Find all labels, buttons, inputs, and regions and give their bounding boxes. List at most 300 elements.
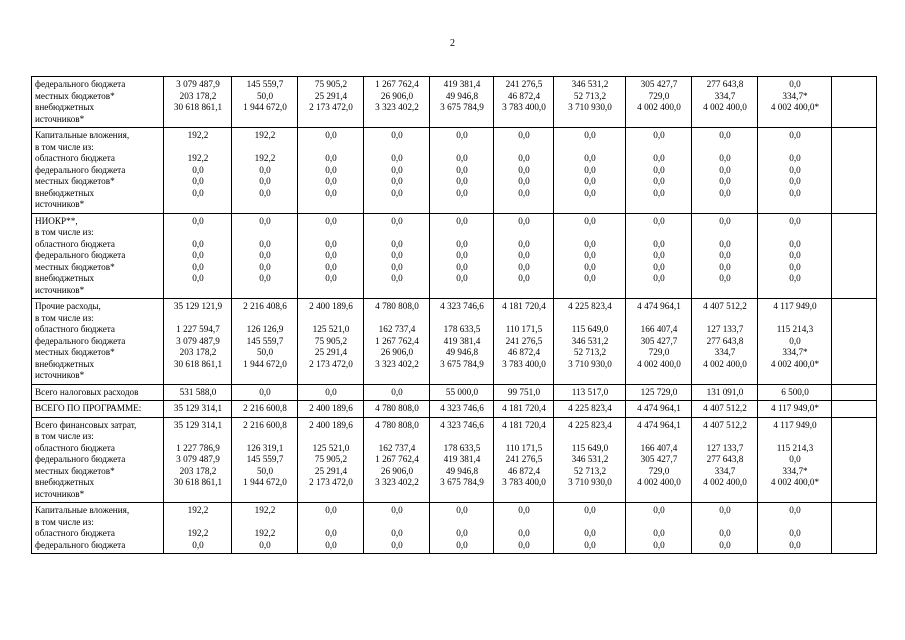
cell-value <box>433 517 491 529</box>
cell-value: 0,0 <box>719 261 731 272</box>
value-cell <box>626 401 692 418</box>
cell-value: 2 173 472,0 <box>309 477 353 487</box>
value-cell <box>430 401 494 418</box>
cell-value: 0,0 <box>789 153 801 163</box>
cell-value: 192,2 <box>187 505 209 515</box>
cell-value <box>497 313 551 325</box>
cell-value: 0,0 <box>192 176 204 186</box>
cell-value: 30 618 861,1 <box>173 102 223 112</box>
cell-value: 145 559,7 <box>246 454 284 464</box>
cell-value: 0,0 <box>325 238 337 249</box>
row-label-line: федерального бюджета <box>35 250 126 260</box>
cell-value <box>557 431 623 443</box>
cell-value: 3 323 402,2 <box>375 102 419 112</box>
cell-value <box>629 227 689 239</box>
value-cell <box>164 503 232 554</box>
cell-value: 0,0 <box>259 176 271 186</box>
cell-value: 4 002 400,0 <box>703 358 747 369</box>
empty-cell <box>832 213 877 299</box>
value-cell <box>164 213 232 299</box>
cell-value: 0,0 <box>259 386 271 397</box>
cell-value: 0,0 <box>789 454 801 464</box>
value-cell <box>430 128 494 214</box>
cell-value <box>695 431 755 443</box>
value-cell <box>626 299 692 385</box>
value-cell <box>554 128 626 214</box>
cell-value: 52 713,2 <box>573 90 607 101</box>
cell-value <box>557 142 623 154</box>
cell-value <box>629 517 689 529</box>
cell-value: 6 500,0 <box>781 386 809 397</box>
value-cell <box>758 384 832 401</box>
cell-value: 4 181 720,4 <box>502 403 546 413</box>
row-label <box>32 417 164 503</box>
row-label-line: ВСЕГО ПО ПРОГРАММЕ: <box>35 403 142 413</box>
cell-value: 0,0 <box>391 176 403 186</box>
cell-value: 0,0 <box>719 153 731 163</box>
row-label <box>32 128 164 214</box>
value-cell <box>494 503 554 554</box>
cell-value: 0,0 <box>391 130 403 140</box>
cell-value: 3 079 487,9 <box>176 79 220 89</box>
row-label-line: внебюджетных <box>35 477 95 487</box>
cell-value: 192,2 <box>187 153 209 163</box>
cell-value: 113 517,0 <box>571 386 609 397</box>
value-cell <box>692 299 758 385</box>
cell-value: 4 225 823,4 <box>568 403 612 413</box>
cell-value: 192,2 <box>254 505 276 515</box>
cell-value: 0,0 <box>391 164 403 175</box>
value-cell <box>164 417 232 503</box>
value-cell <box>298 299 364 385</box>
cell-value <box>235 517 295 529</box>
cell-value <box>235 142 295 154</box>
value-cell <box>494 417 554 503</box>
cell-value: 2 400 189,6 <box>309 403 353 413</box>
cell-value: 0,0 <box>518 505 530 515</box>
cell-value: 3 323 402,2 <box>375 477 419 487</box>
cell-value <box>167 142 229 154</box>
cell-value: 0,0 <box>653 176 665 186</box>
cell-value: 0,0 <box>584 539 596 550</box>
value-cell <box>626 503 692 554</box>
cell-value: 0,0 <box>391 187 403 198</box>
value-cell <box>232 503 298 554</box>
cell-value: 126 126,9 <box>246 324 284 334</box>
budget-table <box>31 76 877 554</box>
cell-value: 2 400 189,6 <box>309 419 353 430</box>
value-cell <box>364 384 430 401</box>
row-label-line: федерального бюджета <box>35 164 126 175</box>
cell-value: 0,0 <box>653 505 665 515</box>
cell-value: 0,0 <box>325 261 337 272</box>
value-cell <box>758 503 832 554</box>
value-cell <box>164 77 232 128</box>
cell-value: 55 000,0 <box>445 386 479 397</box>
cell-value: 131 091,0 <box>706 386 744 397</box>
cell-value <box>433 227 491 239</box>
cell-value: 0,0 <box>653 130 665 140</box>
cell-value: 30 618 861,1 <box>173 358 223 369</box>
value-cell <box>494 77 554 128</box>
cell-value: 4 002 400,0 <box>637 358 681 369</box>
cell-value: 0,0 <box>719 273 731 283</box>
value-cell <box>232 401 298 418</box>
cell-value: 1 227 594,7 <box>176 324 220 334</box>
cell-value <box>497 517 551 529</box>
cell-value: 4 780 808,0 <box>375 403 419 413</box>
cell-value: 0,0 <box>789 273 801 283</box>
cell-value: 346 531,2 <box>571 79 609 89</box>
cell-value: 26 906,0 <box>380 465 414 476</box>
table-row <box>32 128 877 214</box>
cell-value: 4 002 400,0* <box>770 358 820 369</box>
cell-value: 0,0 <box>259 273 271 283</box>
cell-value: 0,0 <box>325 386 337 397</box>
cell-value: 4 323 746,6 <box>440 301 484 311</box>
cell-value: 0,0 <box>325 505 337 515</box>
cell-value: 110 171,5 <box>505 442 543 453</box>
value-cell <box>298 401 364 418</box>
cell-value: 3 710 930,0 <box>568 102 612 112</box>
cell-value: 0,0 <box>456 261 468 272</box>
cell-value: 0,0 <box>192 261 204 272</box>
cell-value: 25 291,4 <box>314 347 348 357</box>
row-label-line: местных бюджетов* <box>35 261 115 272</box>
cell-value: 0,0 <box>518 528 530 538</box>
cell-value: 0,0 <box>584 187 596 198</box>
value-cell <box>430 299 494 385</box>
table-row <box>32 77 877 128</box>
cell-value: 0,0 <box>391 153 403 163</box>
cell-value: 35 129 314,1 <box>173 419 223 430</box>
cell-value: 277 643,8 <box>706 335 744 346</box>
cell-value: 334,7* <box>782 465 808 476</box>
value-cell <box>554 417 626 503</box>
cell-value: 50,0 <box>256 90 274 101</box>
cell-value: 2 173 472,0 <box>309 102 353 112</box>
row-label-line: областного бюджета <box>35 324 115 334</box>
cell-value: 2 216 408,6 <box>243 301 287 311</box>
cell-value: 192,2 <box>187 130 209 140</box>
cell-value: 334,7 <box>714 90 736 101</box>
value-cell <box>554 401 626 418</box>
row-label-line: источников* <box>35 370 85 380</box>
value-cell <box>232 384 298 401</box>
value-cell <box>758 417 832 503</box>
cell-value <box>433 431 491 443</box>
cell-value: 0,0 <box>518 187 530 198</box>
cell-value: 1 267 762,4 <box>375 454 419 464</box>
cell-value: 334,7 <box>714 465 736 476</box>
value-cell <box>626 128 692 214</box>
row-label-line: в том числе из: <box>35 431 94 441</box>
cell-value: 241 276,5 <box>505 454 543 464</box>
cell-value: 346 531,2 <box>571 454 609 464</box>
cell-value: 0,0 <box>325 528 337 538</box>
row-label-line: в том числе из: <box>35 312 94 323</box>
row-label-line: внебюджетных <box>35 358 95 369</box>
row-label-line: внебюджетных <box>35 273 95 283</box>
row-label-line: Всего финансовых затрат, <box>35 419 137 430</box>
cell-value: 0,0 <box>325 130 337 140</box>
cell-value <box>235 431 295 443</box>
cell-value: 0,0 <box>789 505 801 515</box>
cell-value: 178 633,5 <box>443 324 481 334</box>
value-cell <box>626 417 692 503</box>
cell-value: 0,0 <box>584 176 596 186</box>
cell-value: 0,0 <box>584 153 596 163</box>
value-cell <box>494 213 554 299</box>
row-label-line: областного бюджета <box>35 528 115 538</box>
cell-value: 0,0 <box>456 176 468 186</box>
cell-value: 0,0 <box>789 176 801 186</box>
cell-value <box>235 227 295 239</box>
value-cell <box>626 77 692 128</box>
cell-value: 3 079 487,9 <box>176 335 220 346</box>
row-label-line: источников* <box>35 199 85 209</box>
cell-value: 4 117 949,0 <box>773 301 817 311</box>
cell-value: 0,0 <box>789 250 801 260</box>
cell-value: 0,0 <box>584 528 596 538</box>
cell-value: 0,0 <box>192 187 204 198</box>
cell-value: 0,0 <box>325 250 337 260</box>
cell-value: 0,0 <box>584 130 596 140</box>
cell-value: 4 002 400,0 <box>637 102 681 112</box>
cell-value: 4 474 964,1 <box>637 301 681 311</box>
cell-value: 0,0 <box>584 215 596 226</box>
value-cell <box>164 128 232 214</box>
cell-value: 1 944 672,0 <box>243 358 287 369</box>
cell-value: 0,0 <box>719 539 731 550</box>
cell-value: 0,0 <box>653 187 665 198</box>
cell-value <box>301 517 361 529</box>
row-label-line: федерального бюджета <box>35 335 126 346</box>
cell-value: 0,0 <box>456 130 468 140</box>
cell-value: 3 783 400,0 <box>502 358 546 369</box>
cell-value: 729,0 <box>648 90 670 101</box>
cell-value: 3 710 930,0 <box>568 358 612 369</box>
cell-value: 0,0 <box>584 250 596 260</box>
cell-value: 0,0 <box>259 215 271 226</box>
value-cell <box>692 417 758 503</box>
row-label-line: местных бюджетов* <box>35 465 115 476</box>
empty-cell <box>832 77 877 128</box>
cell-value: 203 178,2 <box>179 465 217 476</box>
value-cell <box>554 77 626 128</box>
cell-value: 0,0 <box>653 528 665 538</box>
row-label-line: областного бюджета <box>35 238 115 249</box>
cell-value: 4 117 949,0* <box>771 403 819 413</box>
cell-value: 0,0 <box>789 79 801 89</box>
value-cell <box>232 213 298 299</box>
cell-value <box>557 227 623 239</box>
cell-value <box>433 142 491 154</box>
cell-value: 3 079 487,9 <box>176 454 220 464</box>
cell-value: 0,0 <box>584 261 596 272</box>
cell-value <box>235 313 295 325</box>
cell-value: 2 173 472,0 <box>309 358 353 369</box>
cell-value: 125 521,0 <box>312 442 350 453</box>
cell-value <box>367 227 427 239</box>
cell-value: 0,0 <box>789 187 801 198</box>
cell-value: 0,0 <box>325 176 337 186</box>
cell-value: 0,0 <box>584 273 596 283</box>
cell-value <box>167 517 229 529</box>
table-row <box>32 401 877 418</box>
value-cell <box>298 128 364 214</box>
cell-value: 729,0 <box>648 347 670 357</box>
cell-value: 0,0 <box>192 250 204 260</box>
value-cell <box>430 417 494 503</box>
cell-value: 2 400 189,6 <box>309 301 353 311</box>
empty-cell <box>832 384 877 401</box>
cell-value: 203 178,2 <box>179 347 217 357</box>
cell-value: 4 181 720,4 <box>502 419 546 430</box>
row-label <box>32 401 164 418</box>
row-label-line: Всего налоговых расходов <box>35 386 139 397</box>
value-cell <box>692 503 758 554</box>
row-label-line: в том числе из: <box>35 227 94 237</box>
cell-value <box>167 227 229 239</box>
cell-value: 4 225 823,4 <box>568 419 612 430</box>
cell-value: 4 407 512,2 <box>703 403 747 413</box>
value-cell <box>232 77 298 128</box>
value-cell <box>758 128 832 214</box>
cell-value: 4 323 746,6 <box>440 403 484 413</box>
cell-value: 4 407 512,2 <box>703 419 747 430</box>
value-cell <box>692 77 758 128</box>
cell-value: 0,0 <box>584 164 596 175</box>
row-label-line: НИОКР**, <box>35 215 78 226</box>
cell-value: 145 559,7 <box>246 335 284 346</box>
cell-value: 0,0 <box>456 153 468 163</box>
cell-value: 334,7* <box>782 347 808 357</box>
cell-value: 4 002 400,0 <box>703 477 747 487</box>
cell-value: 0,0 <box>456 215 468 226</box>
cell-value: 3 783 400,0 <box>502 102 546 112</box>
cell-value: 0,0 <box>653 261 665 272</box>
cell-value: 0,0 <box>653 250 665 260</box>
value-cell <box>758 213 832 299</box>
cell-value: 4 002 400,0* <box>770 102 820 112</box>
cell-value: 49 946,8 <box>445 465 479 476</box>
empty-cell <box>832 417 877 503</box>
cell-value: 0,0 <box>325 164 337 175</box>
cell-value <box>301 227 361 239</box>
cell-value: 192,2 <box>187 528 209 538</box>
row-label-line: внебюджетных <box>35 187 95 198</box>
cell-value: 0,0 <box>653 273 665 283</box>
value-cell <box>554 503 626 554</box>
cell-value: 3 710 930,0 <box>568 477 612 487</box>
row-label <box>32 213 164 299</box>
value-cell <box>758 401 832 418</box>
cell-value: 166 407,4 <box>640 324 678 334</box>
cell-value: 729,0 <box>648 465 670 476</box>
cell-value: 0,0 <box>789 528 801 538</box>
value-cell <box>298 213 364 299</box>
cell-value <box>301 431 361 443</box>
cell-value <box>167 313 229 325</box>
cell-value: 46 872,4 <box>507 465 541 476</box>
cell-value: 115 649,0 <box>571 324 609 334</box>
value-cell <box>364 417 430 503</box>
table-row <box>32 417 877 503</box>
cell-value: 0,0 <box>391 386 403 397</box>
cell-value <box>301 313 361 325</box>
cell-value: 4 002 400,0 <box>637 477 681 487</box>
row-label-line: местных бюджетов* <box>35 176 115 186</box>
cell-value: 2 216 600,8 <box>243 403 287 413</box>
cell-value: 0,0 <box>653 215 665 226</box>
row-label <box>32 77 164 128</box>
cell-value: 0,0 <box>653 164 665 175</box>
cell-value: 1 267 762,4 <box>375 79 419 89</box>
cell-value: 3 783 400,0 <box>502 477 546 487</box>
cell-value <box>557 517 623 529</box>
cell-value: 162 737,4 <box>378 324 416 334</box>
cell-value: 0,0 <box>653 539 665 550</box>
cell-value: 75 905,2 <box>314 454 348 464</box>
cell-value: 0,0 <box>518 176 530 186</box>
cell-value: 0,0 <box>719 528 731 538</box>
row-label-line: внебюджетных <box>35 102 95 112</box>
cell-value: 35 129 121,9 <box>173 301 223 311</box>
cell-value: 0,0 <box>789 238 801 249</box>
cell-value <box>301 142 361 154</box>
cell-value: 0,0 <box>518 250 530 260</box>
row-label-line: областного бюджета <box>35 153 115 163</box>
cell-value <box>761 227 829 239</box>
value-cell <box>758 299 832 385</box>
value-cell <box>494 128 554 214</box>
cell-value: 25 291,4 <box>314 465 348 476</box>
cell-value: 0,0 <box>719 176 731 186</box>
cell-value: 26 906,0 <box>380 347 414 357</box>
value-cell <box>430 384 494 401</box>
cell-value: 0,0 <box>456 528 468 538</box>
value-cell <box>364 299 430 385</box>
cell-value: 0,0 <box>325 187 337 198</box>
cell-value <box>695 227 755 239</box>
cell-value: 419 381,4 <box>443 454 481 464</box>
cell-value: 0,0 <box>391 215 403 226</box>
cell-value <box>695 313 755 325</box>
row-label-line: местных бюджетов* <box>35 347 115 357</box>
cell-value <box>433 313 491 325</box>
value-cell <box>364 77 430 128</box>
cell-value: 126 319,1 <box>246 442 284 453</box>
cell-value: 241 276,5 <box>505 79 543 89</box>
cell-value <box>367 142 427 154</box>
cell-value <box>497 227 551 239</box>
cell-value <box>695 142 755 154</box>
row-label <box>32 503 164 554</box>
cell-value: 334,7* <box>782 90 808 101</box>
cell-value: 0,0 <box>325 153 337 163</box>
cell-value: 0,0 <box>789 215 801 226</box>
value-cell <box>494 384 554 401</box>
cell-value: 2 216 600,8 <box>243 419 287 430</box>
cell-value: 127 133,7 <box>706 324 744 334</box>
cell-value: 115 214,3 <box>776 442 814 453</box>
cell-value: 0,0 <box>719 215 731 226</box>
cell-value: 0,0 <box>719 505 731 515</box>
cell-value: 3 675 784,9 <box>440 477 484 487</box>
cell-value: 35 129 314,1 <box>173 403 223 413</box>
value-cell <box>494 299 554 385</box>
